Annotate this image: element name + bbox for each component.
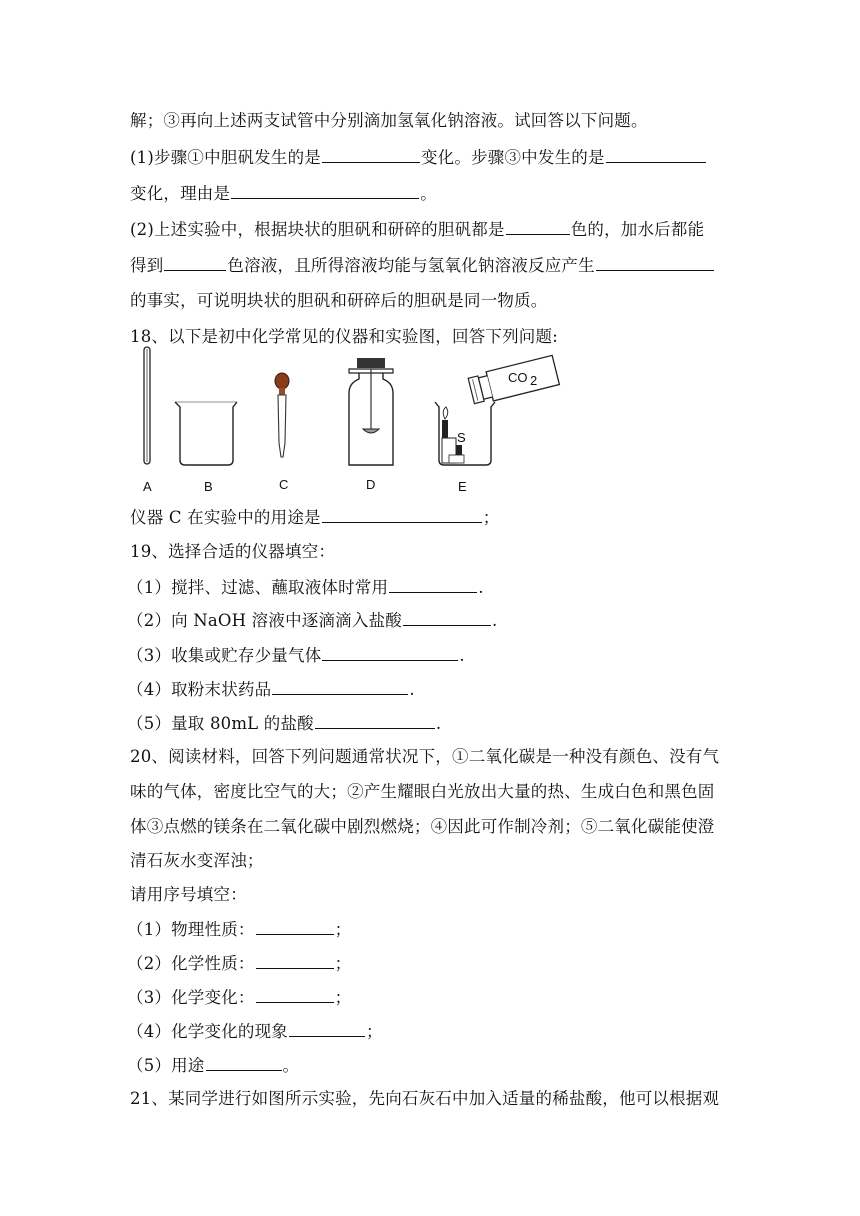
question-19-item-2 [127,609,497,632]
text: ； [334,954,352,973]
co2-subscript: 2 [530,373,538,388]
text: 色的，加水后都能 [570,220,705,239]
text: ； [334,920,352,939]
candle-beaker-icon [435,402,495,465]
question-20-text-2 [130,781,715,803]
text-line-1 [130,110,648,132]
answer-blank[interactable] [164,254,226,271]
text: （5）用途 [127,1056,205,1075]
text: （1）搅拌、过滤、蘸取液体时常用 [127,578,389,597]
question-19-item-5 [127,712,441,735]
text: 色溶液，且所得溶液均能与氢氧化钠溶液反应产生 [227,256,595,275]
gas-bottle-icon [349,358,393,465]
question-19-item-4 [127,678,415,701]
question-20-instruction [130,884,247,906]
text: . [491,611,498,630]
text: ； [366,1022,383,1041]
text: ； [334,988,352,1007]
answer-blank[interactable] [272,678,408,695]
text: 。 [282,1056,300,1075]
text: 的事实，可说明块状的胆矾和研碎后的胆矾是同一物质。 [130,291,548,310]
figure-label-d: D [366,477,376,492]
answer-blank[interactable] [315,712,435,729]
question-20-item-2 [127,952,351,975]
question-18-blank-line [130,506,499,529]
text: (2)上述实验中，根据块状的胆矾和研碎的胆矾都是 [130,220,505,239]
text: (1)步骤①中胆矾发生的是 [130,148,321,167]
figure-label-a: A [143,479,152,494]
glass-rod-icon [144,347,150,464]
text: . [459,646,465,665]
question-2-line [130,218,704,241]
figure-label-c: C [279,477,289,492]
text: 18、以下是初中化学常见的仪器和实验图，回答下列问题: [130,327,558,346]
question-1-reason-line [130,182,437,205]
question-20-item-5 [127,1054,299,1077]
answer-blank[interactable] [322,146,420,163]
text: （3）化学变化： [127,988,255,1007]
text: （4）化学变化的现象 [127,1022,288,1041]
text: . [478,578,484,597]
answer-blank[interactable] [256,986,334,1003]
beaker-icon [175,402,237,465]
answer-blank[interactable] [231,182,419,199]
text-line-6 [130,290,548,312]
text: 19、选择合适的仪器填空： [130,542,336,561]
answer-blank[interactable] [506,218,570,235]
question-20-text-3 [130,816,715,838]
text: ； [482,508,500,527]
text: 味的气体，密度比空气的大；②产生耀眼白光放出大量的热、生成白色和黑色固 [130,782,715,801]
text: 。 [420,184,437,203]
text: 20、阅读材料，回答下列问题通常状况下，①二氧化碳是一种没有颜色、没有气 [130,747,720,766]
answer-blank[interactable] [389,576,477,593]
question-20-item-4 [127,1020,383,1043]
text: . [409,680,415,699]
question-19-title [130,541,335,563]
answer-blank[interactable] [596,254,714,271]
question-20-text-4 [130,850,264,872]
text: 仪器 C 在实验中的用途是 [130,508,321,527]
figure-label-e: E [458,479,467,494]
question-2-line-2 [130,254,715,277]
text: 解；③再向上述两支试管中分别滴加氢氧化钠溶液。试回答以下问题。 [130,111,648,130]
text: 得到 [130,256,164,275]
text: . [435,714,442,733]
answer-blank[interactable] [256,918,334,935]
question-19-item-1 [127,576,484,599]
text: （2）化学性质： [127,954,255,973]
question-1-line [130,146,707,169]
question-20-item-3 [127,986,351,1009]
text: （3）收集或贮存少量气体 [127,646,322,665]
question-19-item-3 [127,644,465,667]
text: （1）物理性质： [127,920,255,939]
answer-blank[interactable] [322,644,458,661]
dropper-icon [275,373,289,457]
instrument-illustration [133,345,573,495]
text: 体③点燃的镁条在二氧化碳中剧烈燃烧；④因此可作制冷剂；⑤二氧化碳能使澄 [130,817,715,836]
text: 变化，理由是 [130,184,231,203]
answer-blank[interactable] [322,506,482,523]
answer-blank[interactable] [206,1054,282,1071]
answer-blank[interactable] [403,609,491,626]
figure-label-b: B [204,479,213,494]
question-20-item-1 [127,918,351,941]
co2-label: CO [508,370,528,385]
text: 变化。步骤③中发生的是 [420,148,605,167]
instrument-figure [133,345,573,495]
text: （5）量取 80mL 的盐酸 [127,714,314,733]
text: （2）向 NaOH 溶液中逐滴滴入盐酸 [127,611,402,630]
question-21-text [130,1088,719,1110]
candle-label: S [457,430,466,445]
answer-blank[interactable] [289,1020,365,1037]
question-20-text-1 [130,746,719,768]
answer-blank[interactable] [256,952,334,969]
text: 清石灰水变浑浊； [130,851,264,870]
co2-bottle-icon [468,355,560,405]
text: 请用序号填空： [130,885,247,904]
answer-blank[interactable] [606,146,706,163]
text: （4）取粉末状药品 [127,680,272,699]
text: 21、某同学进行如图所示实验，先向石灰石中加入适量的稀盐酸，他可以根据观 [130,1089,720,1108]
